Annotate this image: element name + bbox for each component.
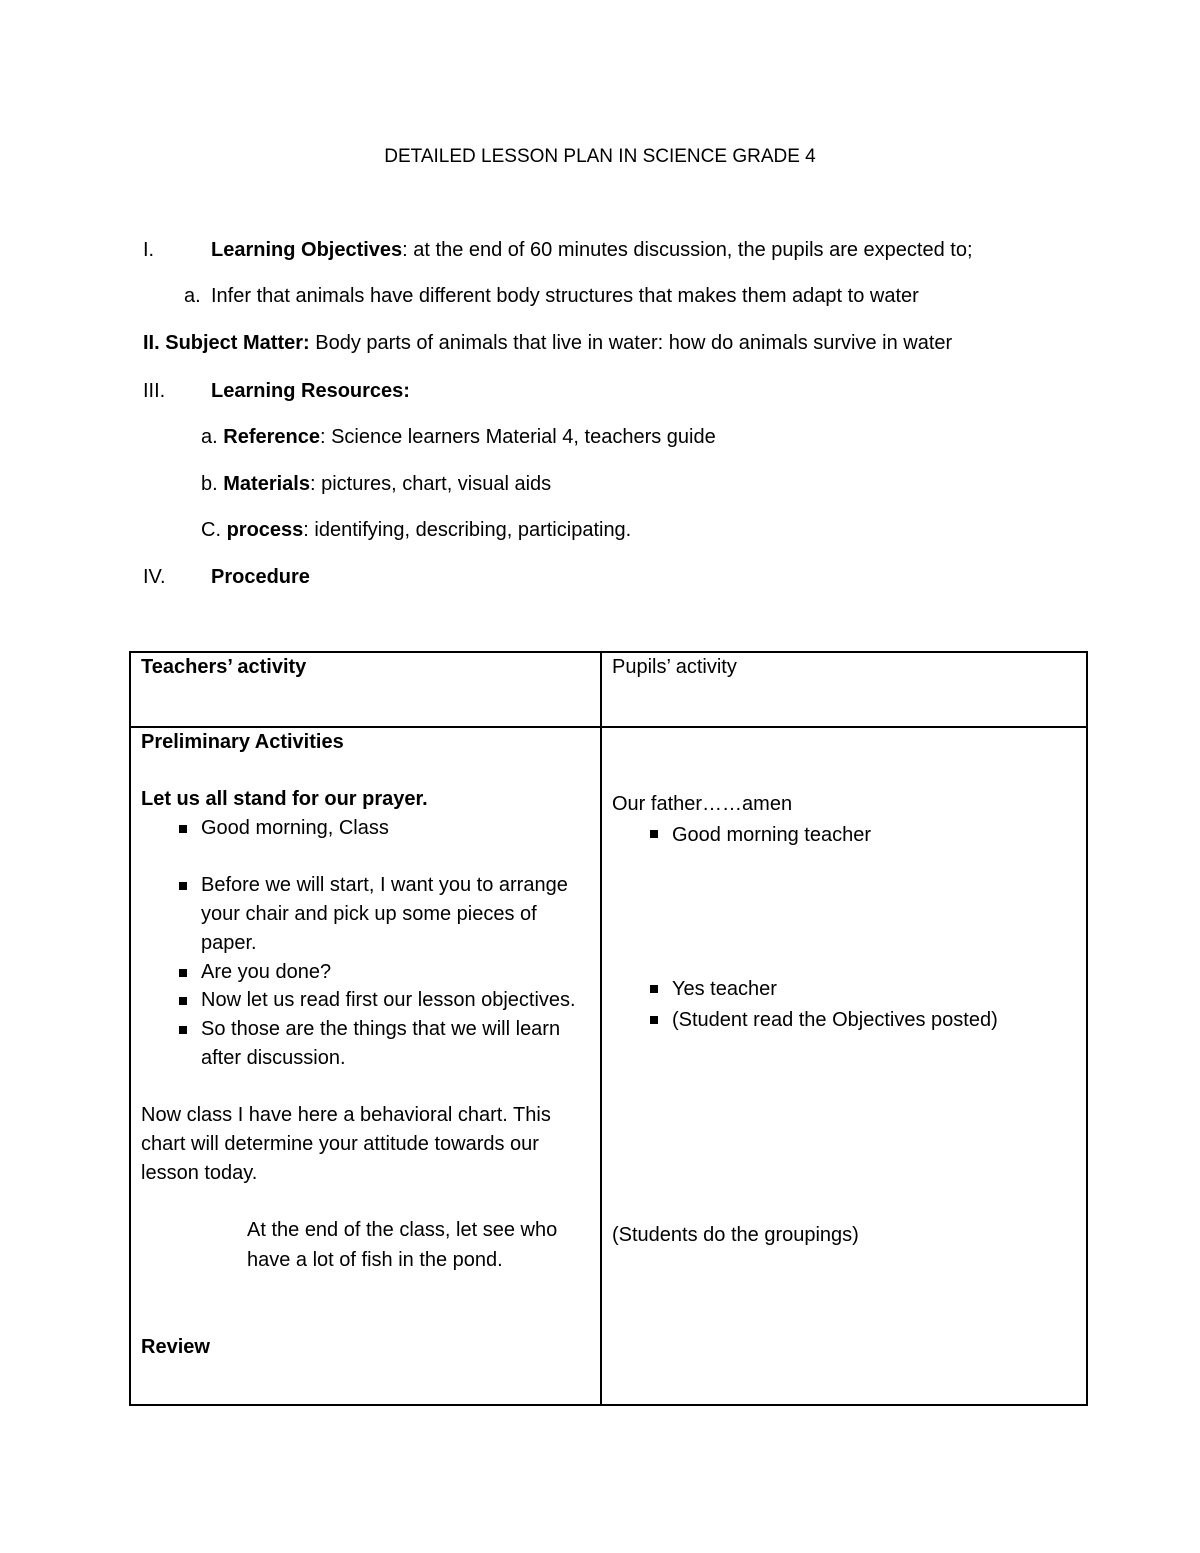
table-row — [130, 727, 1087, 1405]
pupil-activity-cell — [601, 727, 1087, 1405]
list-item: So those are the things that we will learn after discussion. — [141, 1015, 590, 1072]
fish-pond-paragraph: At the end of the class, let see who have a lot of fish in the pond. — [247, 1219, 558, 1272]
bullet-square-icon — [650, 830, 658, 838]
resource-process-label: process — [226, 519, 304, 541]
section-ii — [143, 330, 952, 356]
resource-materials: b. Materials: pictures, chart, visual aids — [201, 473, 552, 495]
bullet-square-icon — [179, 969, 187, 977]
list-item: Before we will start, I want you to arrange your chair and pick up some pieces of paper. — [141, 871, 590, 957]
teacher-greeting-list — [141, 814, 590, 843]
list-item: Good morning teacher — [612, 819, 1076, 851]
document-title: DETAILED LESSON PLAN IN SCIENCE GRADE 4 — [384, 146, 816, 167]
resource-materials-text: : pictures, chart, visual aids — [309, 473, 552, 495]
resource-reference-text: : Science learners Material 4, teachers guide — [319, 426, 716, 448]
table-header-row — [130, 652, 1087, 727]
list-item: Good morning, Class — [141, 814, 590, 843]
section-i — [143, 237, 154, 263]
resource-materials-label: Materials — [223, 473, 310, 495]
preliminary-heading: Preliminary Activities — [141, 731, 344, 753]
bullet-square-icon — [179, 1026, 187, 1034]
pupil-response-list — [612, 974, 1076, 1036]
pupil-prayer: Our father……amen — [612, 793, 793, 815]
procedure-table — [129, 651, 1088, 1406]
list-item: Now let us read first our lesson objectives. — [141, 986, 590, 1015]
section-i-label: Learning Objectives — [211, 239, 403, 261]
section-i-text: : at the end of 60 minutes discussion, the pupils are expected to; — [402, 239, 973, 261]
section-iv-label: Procedure — [211, 566, 310, 588]
objective-a-text: Infer that animals have different body structures that makes them adapt to water — [211, 285, 919, 307]
teacher-instruction-list — [141, 871, 590, 1072]
objective-a-number: a. — [184, 285, 201, 307]
bullet-square-icon — [179, 882, 187, 890]
header-teachers-activity: Teachers’ activity — [130, 652, 601, 727]
section-i-number: I. — [143, 239, 155, 261]
teacher-activity-cell — [130, 727, 601, 1405]
section-i-content — [211, 237, 973, 263]
pupil-greeting-list — [612, 819, 1076, 851]
behavioral-chart-paragraph: Now class I have here a behavioral chart. This chart will determine your attitude towards our lesson today. — [141, 1104, 551, 1184]
list-item: Are you done? — [141, 958, 590, 987]
resource-process-text: : identifying, describing, participating. — [303, 519, 632, 541]
header-pupils-activity: Pupils’ activity — [601, 652, 1087, 727]
bullet-square-icon — [650, 1016, 658, 1024]
resource-process: C. process: identifying, describing, participating. — [201, 519, 632, 541]
section-iii-number: III. — [143, 380, 166, 402]
section-ii-label: II. Subject Matter: — [143, 332, 310, 354]
resource-reference: a. Reference: Science learners Material 4, teachers guide — [201, 426, 716, 448]
bullet-square-icon — [650, 985, 658, 993]
prayer-instruction: Let us all stand for our prayer. — [141, 788, 428, 811]
bullet-square-icon — [179, 997, 187, 1005]
list-item: Yes teacher — [612, 974, 1076, 1005]
section-ii-text: Body parts of animals that live in water: how do animals survive in water — [309, 332, 953, 354]
section-iii-label: Learning Resources: — [211, 380, 410, 402]
list-item: (Student read the Objectives posted) — [612, 1005, 1076, 1036]
bullet-square-icon — [179, 825, 187, 833]
review-heading: Review — [141, 1336, 210, 1359]
pupil-groupings: (Students do the groupings) — [612, 1223, 859, 1246]
resource-reference-label: Reference — [223, 426, 320, 448]
section-iv-number: IV. — [143, 566, 166, 588]
